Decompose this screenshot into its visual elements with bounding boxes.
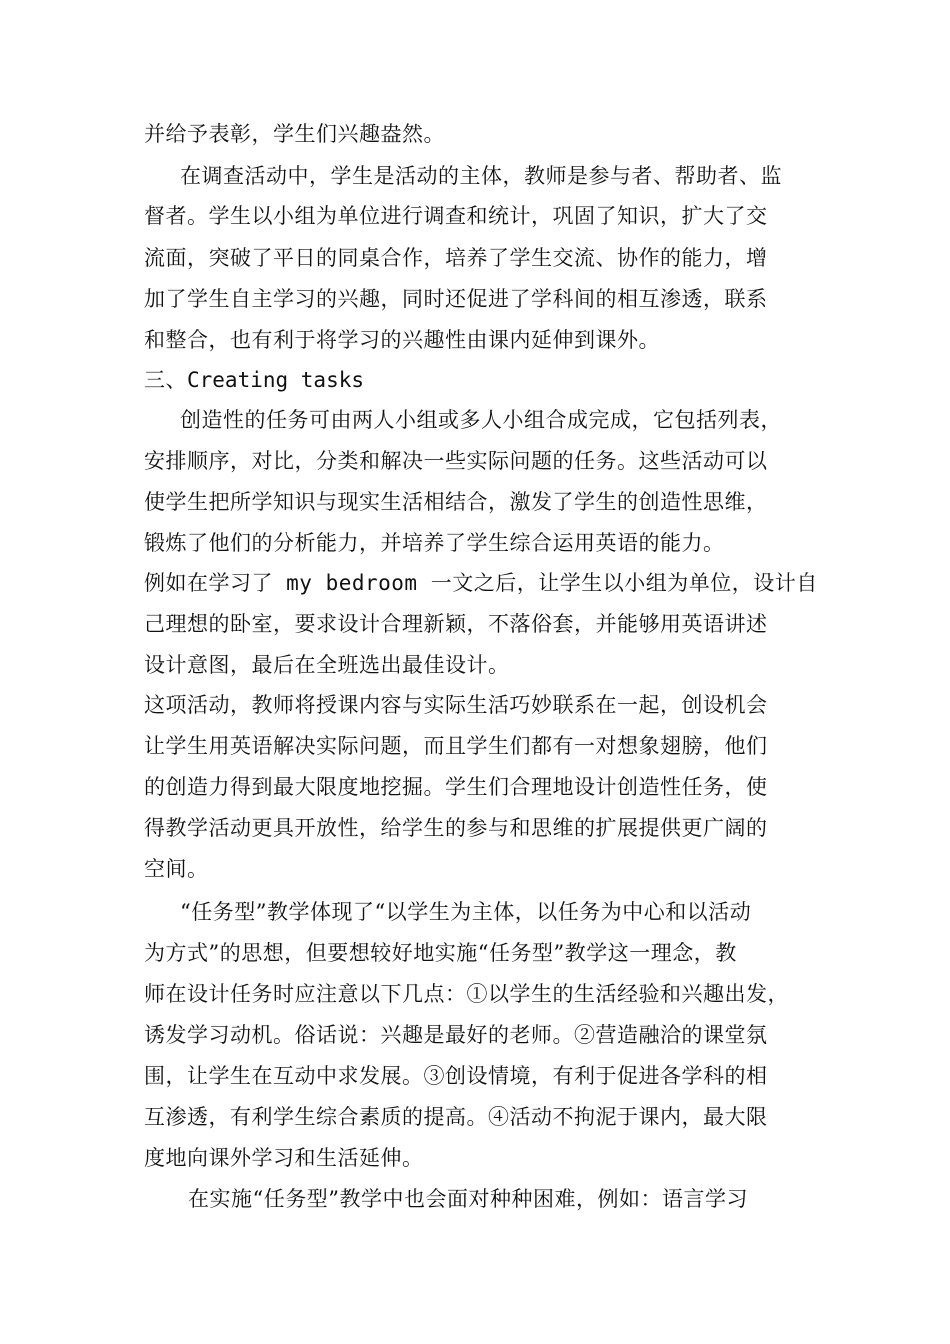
paragraph-line: 并给予表彰，学生们兴趣盎然。	[144, 122, 445, 146]
paragraph-line: 和整合，也有利于将学习的兴趣性由课内延伸到课外。	[144, 328, 660, 352]
paragraph-line: 让学生用英语解决实际问题，而且学生们都有一对想象翅膀，他们	[144, 734, 768, 758]
paragraph-line: “任务型”教学体现了“以学生为主体，以任务为中心和以活动	[180, 900, 752, 924]
paragraph-line	[144, 568, 824, 598]
paragraph-line: 在实施“任务型”教学中也会面对种种困难，例如：语言学习	[188, 1187, 748, 1211]
paragraph-line: 度地向课外学习和生活延伸。	[144, 1146, 424, 1170]
inline-english: my bedroom	[273, 571, 431, 595]
paragraph-line: 在调查活动中，学生是活动的主体，教师是参与者、帮助者、监	[180, 164, 782, 188]
paragraph-line: 督者。学生以小组为单位进行调查和统计，巩固了知识，扩大了交	[144, 204, 768, 228]
paragraph-line: 围，让学生在互动中求发展。③创设情境，有利于促进各学科的相	[144, 1064, 768, 1088]
section-number: 三、	[144, 368, 187, 392]
paragraph-line: 加了学生自主学习的兴趣，同时还促进了学科间的相互渗透，联系	[144, 287, 768, 311]
paragraph-line: 诱发学习动机。俗话说：兴趣是最好的老师。②营造融洽的课堂氛	[144, 1023, 768, 1047]
paragraph-line: 安排顺序，对比，分类和解决一些实际问题的任务。这些活动可以	[144, 449, 768, 473]
section-heading	[144, 365, 824, 395]
paragraph-line: 创造性的任务可由两人小组或多人小组合成完成，它包括列表，	[180, 408, 782, 432]
paragraph-line: 得教学活动更具开放性，给学生的参与和思维的扩展提供更广阔的	[144, 816, 768, 840]
section-title: Creating tasks	[187, 368, 365, 392]
paragraph-line: 流面，突破了平日的同桌合作，培养了学生交流、协作的能力，增	[144, 246, 768, 270]
line-text: 一文之后，让学生以小组为单位，设计自	[430, 571, 818, 595]
paragraph-line: 这项活动，教师将授课内容与实际生活巧妙联系在一起，创设机会	[144, 693, 768, 717]
paragraph-line: 空间。	[144, 857, 209, 881]
paragraph-line: 锻炼了他们的分析能力，并培养了学生综合运用英语的能力。	[144, 531, 725, 555]
line-text: 例如在学习了	[144, 571, 273, 595]
paragraph-line: 己理想的卧室，要求设计合理新颖，不落俗套，并能够用英语讲述	[144, 612, 768, 636]
paragraph-line: 使学生把所学知识与现实生活相结合，激发了学生的创造性思维，	[144, 490, 768, 514]
paragraph-line: 的创造力得到最大限度地挖掘。学生们合理地设计创造性任务，使	[144, 775, 768, 799]
paragraph-line: 师在设计任务时应注意以下几点：①以学生的生活经验和兴趣出发，	[144, 982, 789, 1006]
paragraph-line: 互渗透，有利学生综合素质的提高。④活动不拘泥于课内，最大限	[144, 1105, 768, 1129]
paragraph-line: 设计意图，最后在全班选出最佳设计。	[144, 653, 510, 677]
paragraph-line: 为方式”的思想，但要想较好地实施“任务型”教学这一理念，教	[144, 941, 737, 965]
